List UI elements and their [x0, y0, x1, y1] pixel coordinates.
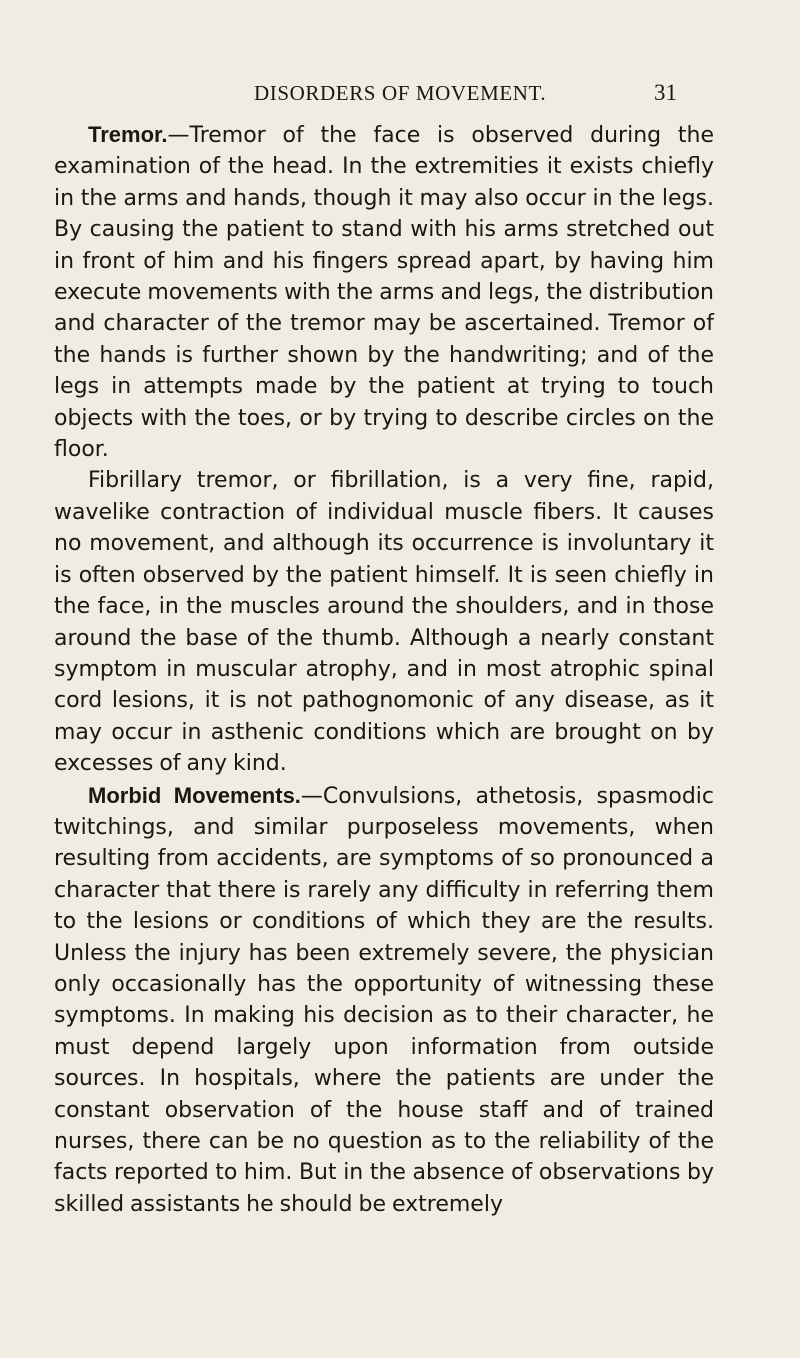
- paragraph-tremor: [54, 119, 714, 465]
- chapter-title: DISORDERS OF MOVEMENT.: [254, 81, 547, 105]
- paragraph-morbid-movements: [54, 780, 714, 1221]
- body-text: [54, 119, 714, 1220]
- section-heading-morbid-movements: Morbid Movements.: [88, 782, 301, 808]
- paragraph-text: —Tremor of the face is observed during the examination of the head. In the extremities it exists chiefly in the arms and hands, though it may also occur in the legs. By causing the patient to stand with his arms stretched out in front of him and his fingers spread apart, by having him execute movements with the arms and legs, the distribution and character of the tremor may be ascertained. Tremor of the hands is further shown by the handwriting; and of the legs in attempts made by the patient at trying to touch objects with the toes, or by trying to describe circles on the floor.: [54, 123, 714, 463]
- running-head: [0, 0, 800, 110]
- page-number: 31: [654, 80, 677, 105]
- paragraph-text: Fibrillary tremor, or fibrillation, is a very fine, rapid, wavelike contraction of individual muscle fibers. It causes no movement, and although its occurrence is involuntary it is often observed by the patient himself. It is seen chiefly in the face, in the muscles around the shoulders, and in those around the base of the thumb. Although a nearly constant symptom in muscular atrophy, and in most atrophic spinal cord lesions, it is not pathognomonic of any disease, as it may occur in asthenic conditions which are brought on by excesses of any kind.: [54, 468, 714, 777]
- paragraph-fibrillary-tremor: [54, 465, 714, 779]
- paragraph-text: —Convulsions, athetosis, spasmodic twitchings, and similar purposeless movements, when resulting from accidents, are symptoms of so pronounced a character that there is rarely any difficulty in referring them to the lesions or conditions of which they are the results. Unless the injury has been extremely severe, the physician only occasionally has the opportunity of witnessing these symptoms. In making his decision as to their character, he must depend largely upon information from outside sources. In hospitals, where the patients are under the constant observation of the house staff and of trained nurses, there can be no question as to the reliability of the facts reported to him. But in the absence of observations by skilled assistants he should be extremely: [54, 783, 714, 1217]
- section-heading-tremor: Tremor.: [88, 122, 168, 147]
